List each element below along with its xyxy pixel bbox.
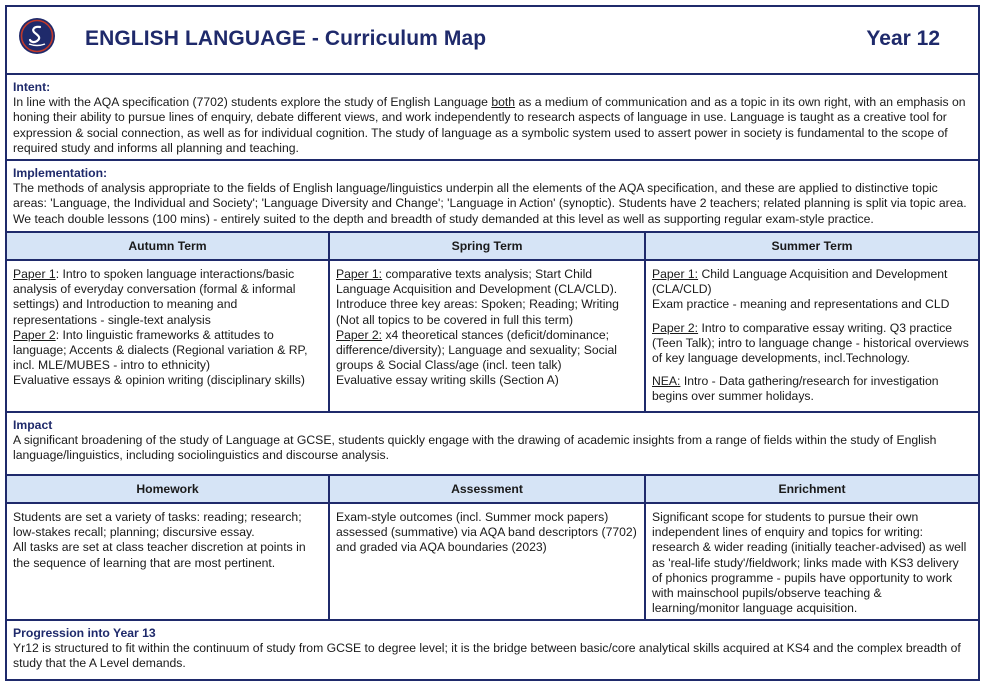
terms-table [7, 233, 978, 413]
nea-label: NEA: [652, 374, 681, 389]
enrichment-column [646, 476, 978, 619]
paper-2-label: Paper 2 [13, 327, 56, 342]
enrichment-heading: Enrichment [646, 476, 978, 504]
intent-text-part: as a medium of communication and as a topic in its own right, with an emphasis on honing their ability to pursue lines of enquiry, debate different views, and work independently to research aspects of language in use. Language is taught as a creative tool for expression & social connection, as well as for individual cognition. The study of language as a symbolic system used to assert power in society is fundamental to the scope of required study and informs all planning and teaching. [13, 95, 966, 155]
homework-heading: Homework [7, 476, 328, 504]
nea-text: Intro - Data gathering/research for investigation begins over summer holidays. [652, 374, 939, 404]
exam-practice-text: Exam practice - meaning and representations and CLD [652, 297, 950, 312]
paper-1-label: Paper 1: [336, 267, 383, 281]
assessment-heading: Assessment [330, 476, 644, 504]
summer-term-column [646, 233, 978, 411]
paper-1-text: : Intro to spoken language interactions/basic analysis of everyday conversation (formal & informal settings) and Introduction to meaning and representations - single-text analysis [13, 267, 296, 327]
homework-assessment-enrichment-table [7, 476, 978, 621]
homework-text: Students are set a variety of tasks: reading; research; low-stakes recall; planning; discursive essay. [13, 510, 302, 540]
summer-term-body [646, 261, 978, 405]
intent-text-part: In line with the AQA specification (7702) students explore the study of English Language [13, 95, 492, 110]
intent-heading: Intent: [13, 80, 51, 94]
page-title: ENGLISH LANGUAGE - Curriculum Map [85, 27, 487, 50]
paper-1-text: Child Language Acquisition and Development (CLA/CLD) [652, 267, 948, 297]
paper-2-text: Intro to comparative essay writing. Q3 practice (Teen Talk); intro to language change - historical overviews of key language developments, incl.Technology. [652, 320, 969, 366]
progression-section [7, 621, 978, 681]
paper-2-text: : Into linguistic frameworks & attitudes to language; Accents & dialects (Regional variation & RP, incl. MLE/MUBES - intro to ethnicity) [13, 327, 308, 373]
spring-term-column [330, 233, 646, 411]
progression-heading: Progression into Year 13 [13, 626, 156, 640]
paper-2-label: Paper 2: [652, 320, 699, 335]
impact-text: A significant broadening of the study of Language at GCSE, students quickly engage with the drawing of academic insights from a range of fields within the study of English language/linguistics, including sociolinguistics and discourse analysis. [13, 433, 937, 463]
impact-heading: Impact [13, 418, 53, 432]
assessment-text: Exam-style outcomes (incl. Summer mock papers) assessed (summative) via AQA band descriptors (7702) and graded via AQA boundaries (2023) [336, 510, 637, 555]
school-crest-logo [18, 17, 56, 55]
paper-2-label: Paper 2: [336, 327, 383, 342]
spring-extra-text: Evaluative essay writing skills (Section A) [336, 373, 559, 388]
enrichment-text: Significant scope for students to pursue their own independent lines of enquiry and topics for writing: research & wider reading (initially teacher-advised) as well as 'real-life study'/fieldwork; links made with KS3 delivery of phonics programme - pupils have opportunity to work with mainschool pupils/observe teaching & learning/monitor language acquisition. [652, 510, 967, 616]
impact-section [7, 413, 978, 476]
progression-text: Yr12 is structured to fit within the continuum of study from GCSE to degree level; it is the bridge between basic/core analytical skills acquired at KS4 and the complex breadth of study that the A Level demands. [13, 641, 961, 671]
paper-1-label: Paper 1 [13, 267, 56, 281]
implementation-heading: Implementation: [13, 166, 108, 180]
autumn-term-heading: Autumn Term [7, 233, 328, 261]
implementation-section [7, 161, 978, 233]
year-label: Year 12 [866, 27, 940, 50]
paper-2-text: x4 theoretical stances (deficit/dominance; difference/diversity); Language and sexuality; Social groups & Social Class/age (incl. teen talk) [336, 327, 617, 373]
paper-1-text: comparative texts analysis; Start Child Language Acquisition and Development (CLA/CLD). Introduce three key areas: Spoken; Reading; Writing (Not all topics to be covered in full this term) [336, 267, 619, 327]
summer-term-heading: Summer Term [646, 233, 978, 261]
homework-body [7, 504, 328, 571]
autumn-extra-text: Evaluative essays & opinion writing (disciplinary skills) [13, 373, 305, 388]
page-header [7, 7, 978, 75]
curriculum-map-page [5, 5, 980, 681]
intent-underlined-word: both [491, 95, 516, 110]
intent-section [7, 75, 978, 161]
autumn-term-body [7, 261, 328, 389]
spring-term-body [330, 261, 644, 389]
autumn-term-column [7, 233, 330, 411]
enrichment-body [646, 504, 978, 616]
assessment-body [330, 504, 644, 556]
implementation-text: The methods of analysis appropriate to the fields of English language/linguistics underpin all the elements of the AQA specification, and these are applied to distinctive topic areas: 'Language, the Individual and Society'; 'Language Diversity and Change'; 'Language in Action' (synoptic). Students have 2 teachers; related planning is split via topic area. We teach double lessons (100 mins) - entirely suited to the depth and breadth of study demanded at this level as well as supporting regular exam-style practice. [13, 181, 967, 226]
assessment-column [330, 476, 646, 619]
spring-term-heading: Spring Term [330, 233, 644, 261]
homework-text: All tasks are set at class teacher discretion at points in the sequence of learning that are most pertinent. [13, 540, 306, 570]
paper-1-label: Paper 1: [652, 267, 699, 281]
homework-column [7, 476, 330, 619]
intent-text [13, 95, 972, 156]
